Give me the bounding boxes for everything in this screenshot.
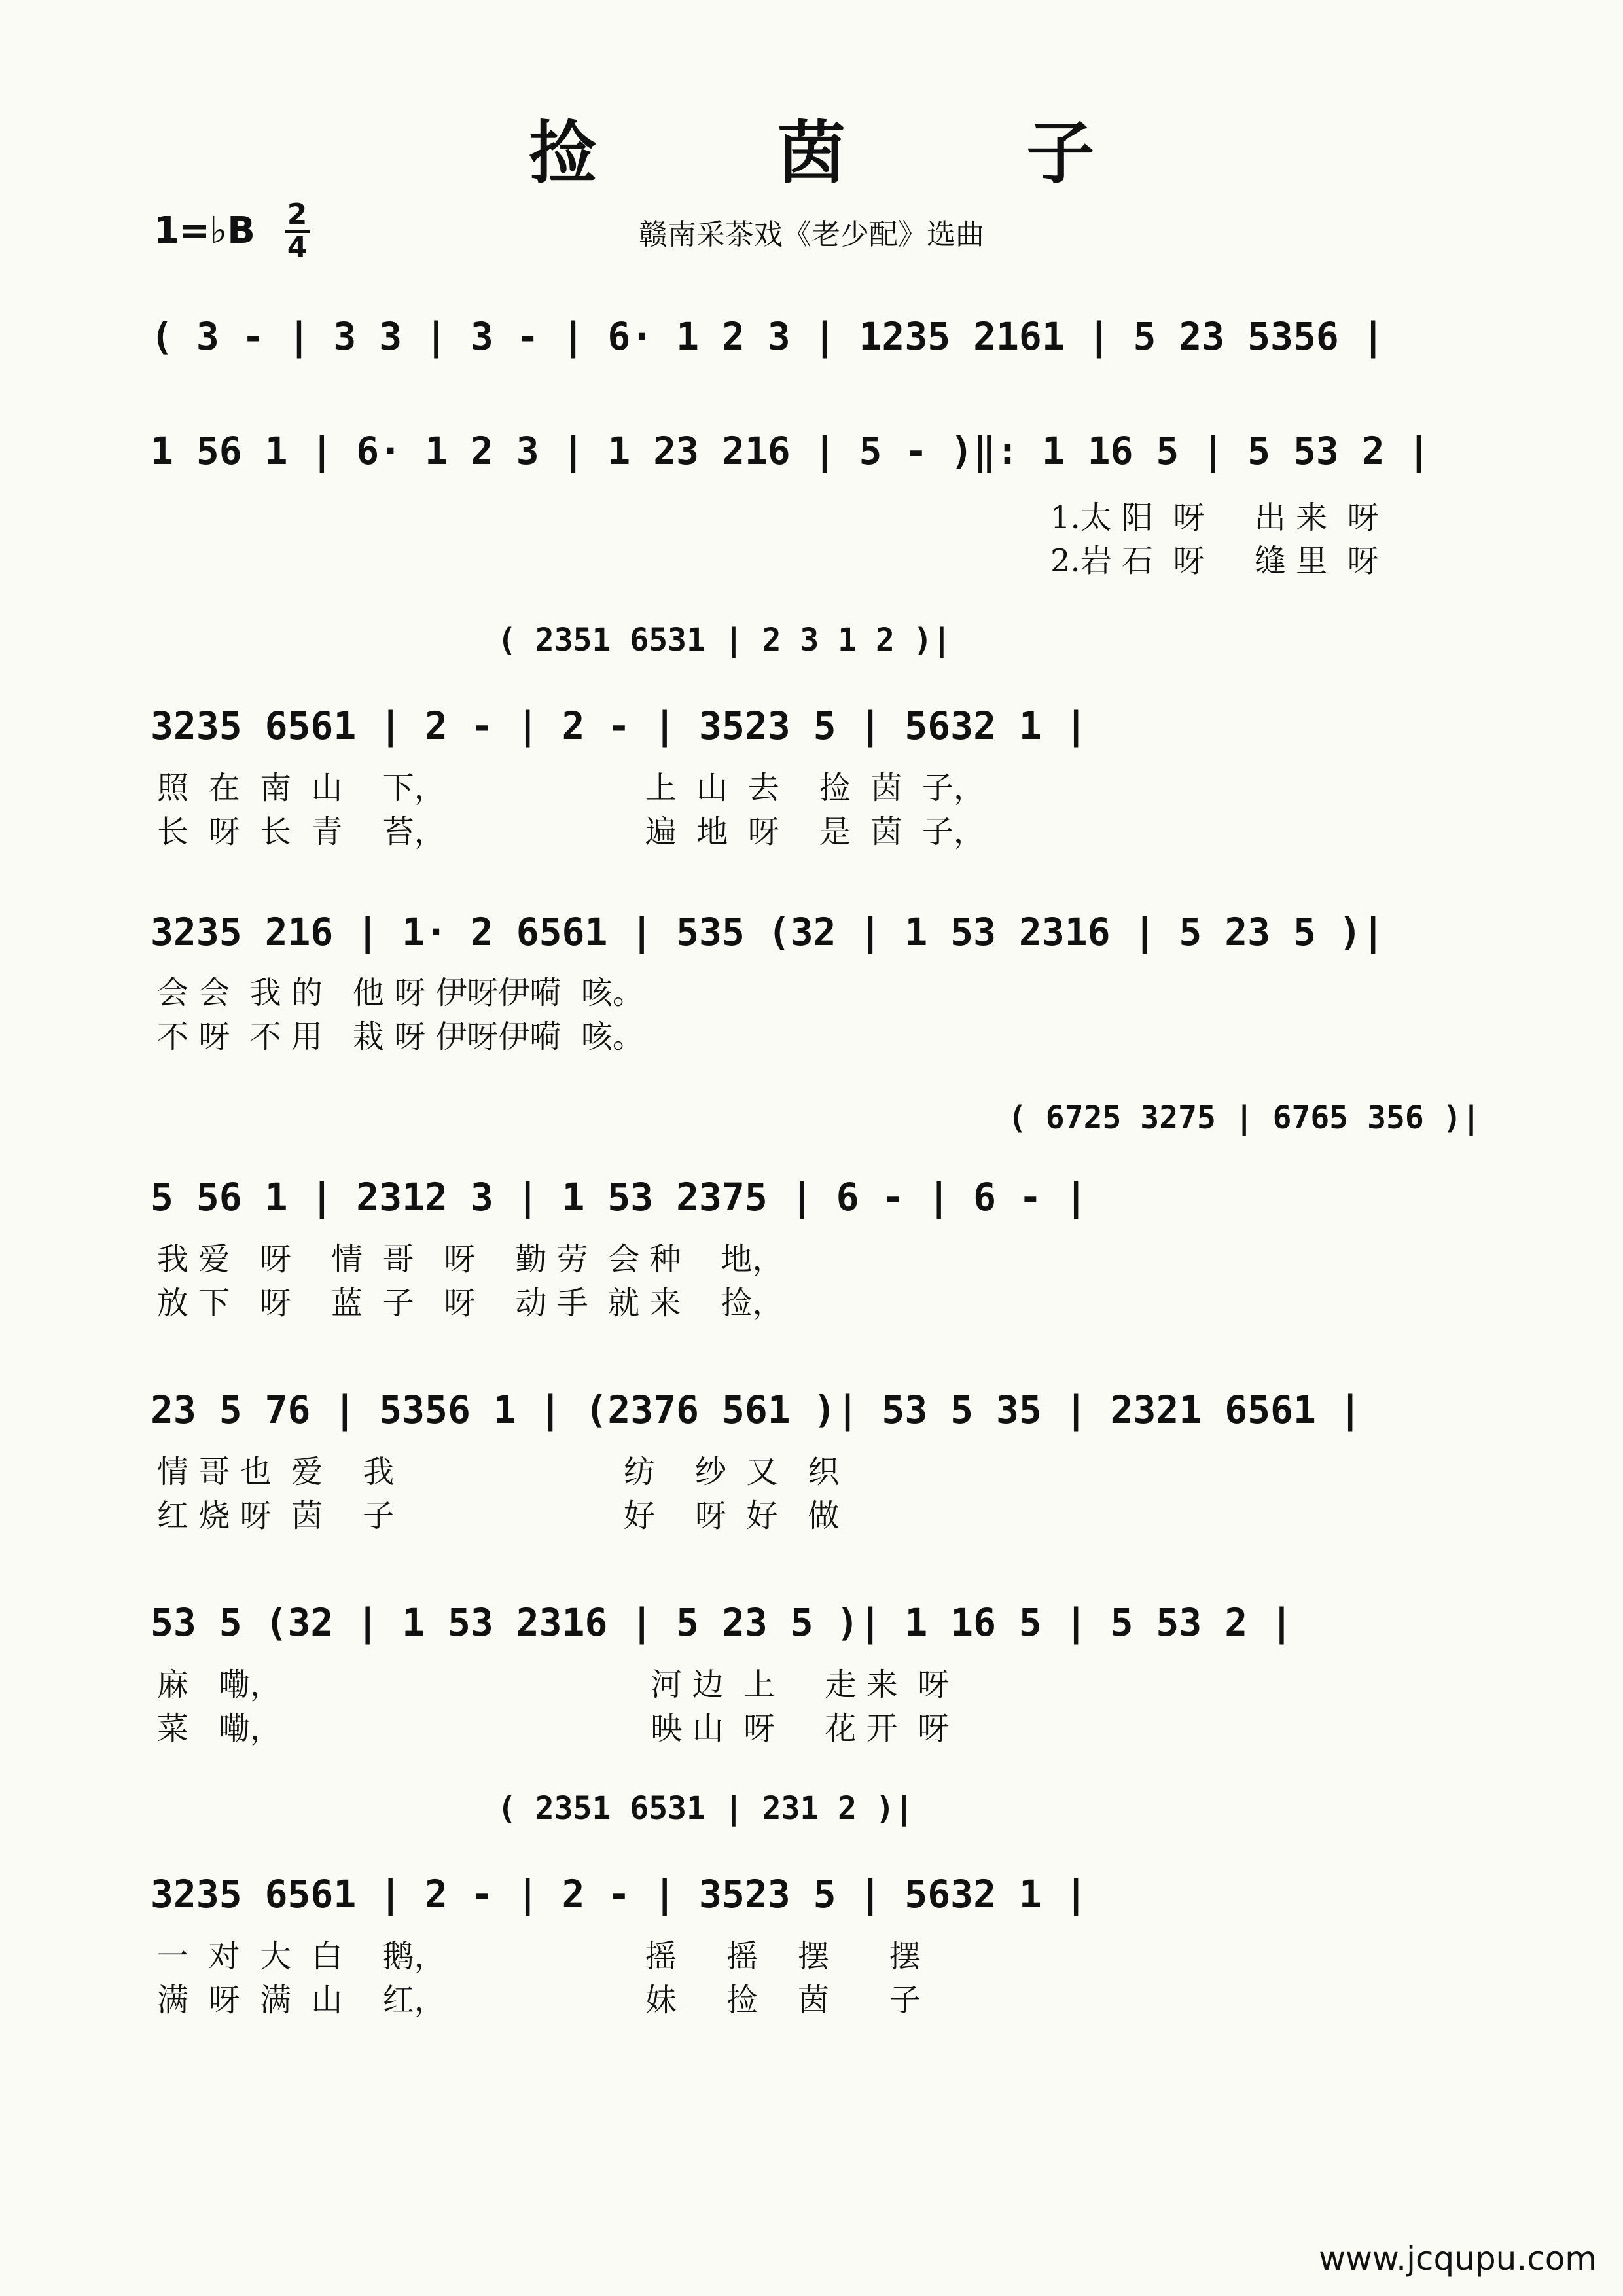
staff-line-3-lyric-2: 长 呀 长 青 苔， 遍 地 呀 是 茵 子， [157, 814, 985, 850]
staff-line-7-lyric-2: 菜 嘞， 映 山 呀 花 开 呀 [157, 1710, 950, 1747]
staff-line-6-lyric-2: 红 烧 呀 茵 子 好 呀 好 做 [157, 1498, 840, 1534]
staff-line-7-notes: 53 5 (32 | 1 53 2316 | 5 23 5 )| 1 16 5 | 5 53 2 | [151, 1600, 1293, 1645]
interlude-1: ( 2351 6531 | 2 3 1 2 )| [497, 622, 952, 658]
time-bottom: 4 [287, 231, 308, 264]
time-top: 2 [287, 198, 308, 231]
interlude-3: ( 2351 6531 | 231 2 )| [497, 1790, 914, 1827]
staff-line-8-lyric-2: 满 呀 满 山 红， 妹 捡 茵 子 [157, 1982, 921, 2018]
key-signature: 1=♭B [154, 209, 255, 252]
staff-line-8-lyric-1: 一 对 大 白 鹅， 摇 摇 摆 摆 [157, 1938, 921, 1975]
staff-line-2-lyric-2: 2.岩 石 呀 缝 里 呀 [1050, 543, 1379, 579]
staff-line-2-notes: 1 56 1 | 6· 1 2 3 | 1 23 216 | 5 - )‖: 1 16 5 | 5 53 2 | [151, 429, 1431, 473]
interlude-2: ( 6725 3275 | 6765 356 )| [1008, 1100, 1481, 1136]
staff-line-5-lyric-2: 放 下 呀 蓝 子 呀 动 手 就 来 捡， [157, 1285, 784, 1321]
staff-line-8-notes: 3235 6561 | 2 - | 2 - | 3523 5 | 5632 1 | [151, 1872, 1088, 1916]
staff-line-6-notes: 23 5 76 | 5356 1 | (2376 561 )| 53 5 35 | 2321 6561 | [151, 1388, 1362, 1432]
staff-line-3-lyric-1: 照 在 南 山 下， 上 山 去 捡 茵 子， [157, 770, 985, 806]
staff-line-2-lyric-1: 1.太 阳 呀 出 来 呀 [1050, 499, 1379, 536]
staff-line-5-notes: 5 56 1 | 2312 3 | 1 53 2375 | 6 - | 6 - | [151, 1175, 1088, 1219]
staff-line-1-notes: ( 3 - | 3 3 | 3 - | 6· 1 2 3 | 1235 2161 | 5 23 5356 | [151, 314, 1385, 359]
staff-line-7-lyric-1: 麻 嘞， 河 边 上 走 来 呀 [157, 1666, 950, 1703]
staff-line-5-lyric-1: 我 爱 呀 情 哥 呀 勤 劳 会 种 地， [157, 1241, 784, 1278]
staff-line-3-notes: 3235 6561 | 2 - | 2 - | 3523 5 | 5632 1 | [151, 704, 1088, 748]
staff-line-4-notes: 3235 216 | 1· 2 6561 | 535 (32 | 1 53 2316 | 5 23 5 )| [151, 910, 1385, 954]
staff-line-4-lyric-1: 会 会 我 的 他 呀 伊呀伊嗬 咳。 [157, 975, 644, 1011]
subtitle: 赣南采茶戏《老少配》选曲 [639, 218, 984, 251]
staff-line-4-lyric-2: 不 呀 不 用 栽 呀 伊呀伊嗬 咳。 [157, 1018, 644, 1055]
footer-url: www.jcqupu.com [1319, 2240, 1597, 2278]
song-title: 捡 茵 子 [528, 113, 1173, 193]
staff-line-6-lyric-1: 情 哥 也 爱 我 纺 纱 又 织 [157, 1454, 840, 1490]
